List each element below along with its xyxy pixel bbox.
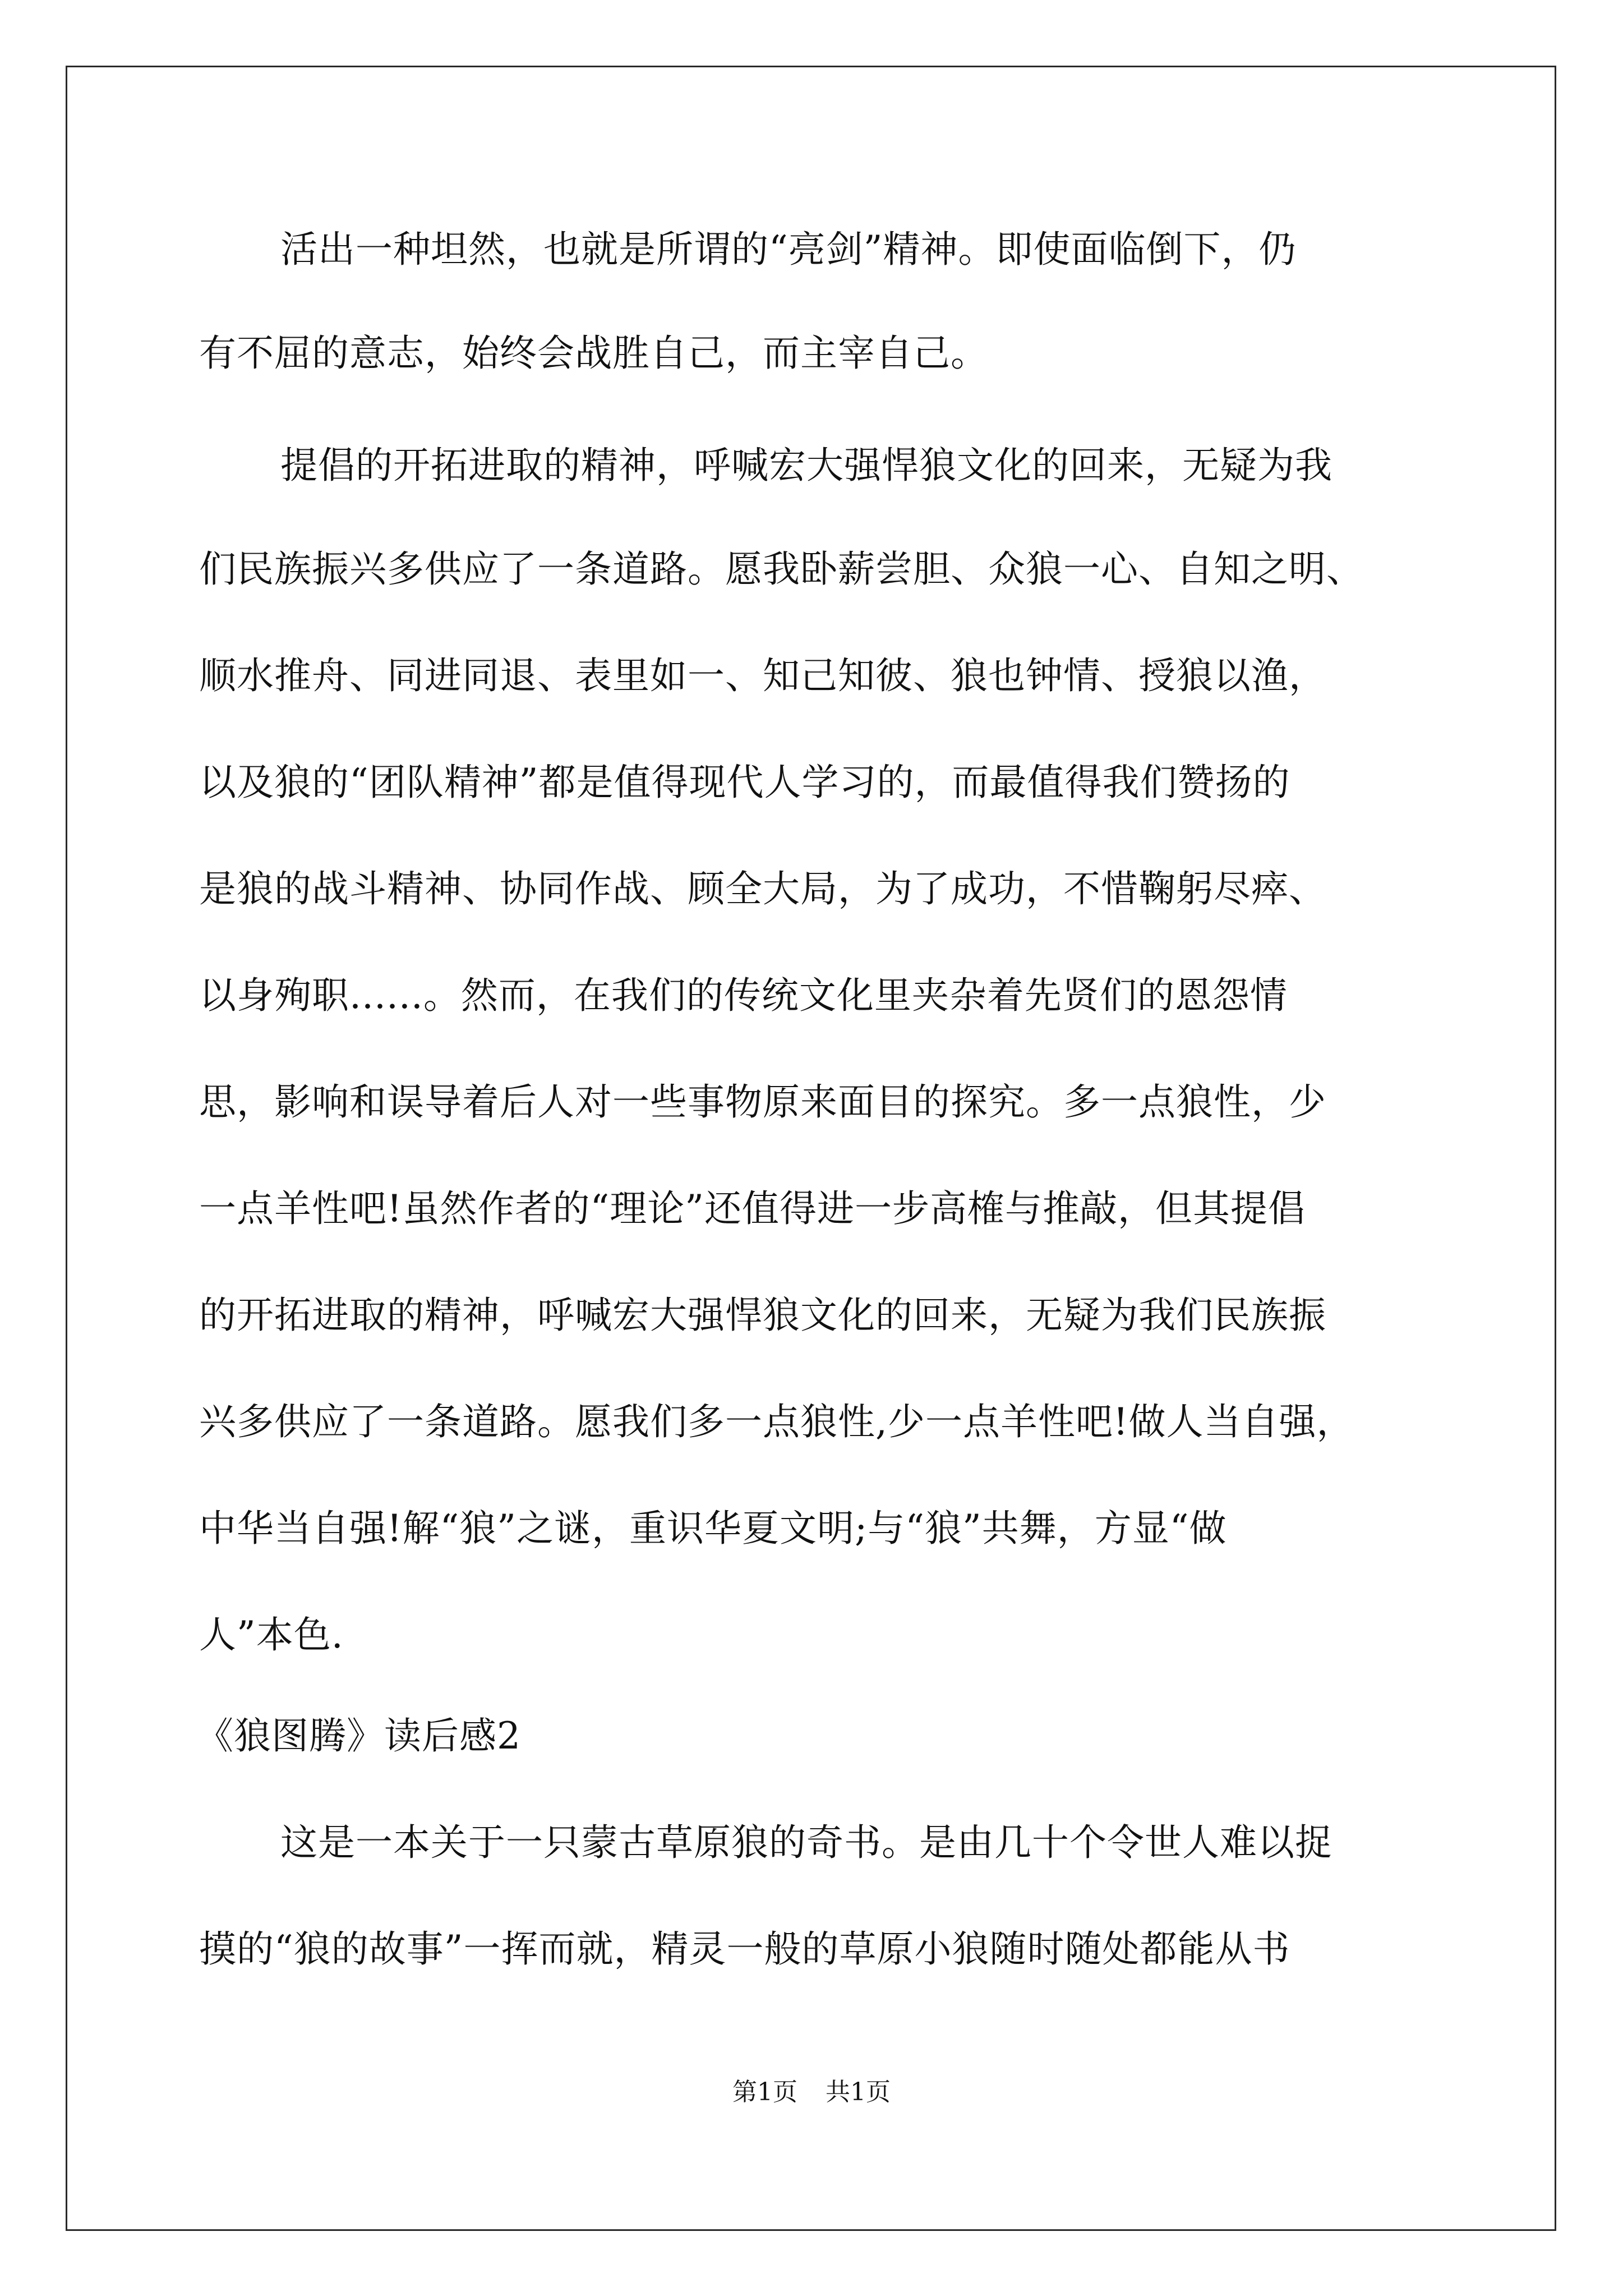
section-heading: 《狼图腾》读后感2 — [196, 1714, 521, 1757]
paragraph-line: 是狼的战斗精神、协同作战、顾全大局，为了成功，不惜鞠躬尽瘁、 — [199, 867, 1326, 910]
page-footer — [0, 2076, 1623, 2109]
paragraph-line: 有不屈的意志，始终会战胜自己，而主宰自己。 — [199, 332, 988, 375]
paragraph-line: 以及狼的“团队精神”都是值得现代人学习的，而最值得我们赞扬的 — [199, 761, 1290, 804]
paragraph-line: 以身殉职......。然而，在我们的传统文化里夹杂着先贤们的恩怨情 — [199, 974, 1288, 1017]
paragraph-line: 中华当自强!解“狼”之谜，重识华夏文明;与“狼”共舞，方显“做 — [199, 1507, 1227, 1550]
paragraph-line: 一点羊性吧!虽然作者的“理论”还值得进一步高榷与推敲，但其提倡 — [199, 1187, 1306, 1230]
paragraph-line: 的开拓进取的精神，呼喊宏大强悍狼文化的回来，无疑为我们民族振 — [199, 1294, 1326, 1337]
page-number: 第1页 — [732, 2078, 797, 2106]
page-total: 共1页 — [826, 2078, 891, 2106]
paragraph-line: 这是一本关于一只蒙古草原狼的奇书。是由几十个令世人难以捉 — [280, 1821, 1332, 1864]
paragraph-line: 活出一种坦然，也就是所谓的“亮剑”精神。即使面临倒下，仍 — [280, 228, 1297, 271]
paragraph-line: 思，影响和误导着后人对一些事物原来面目的探究。多一点狼性，少 — [199, 1080, 1326, 1124]
paragraph-line: 顺水推舟、同进同退、表里如一、知己知彼、狼也钟情、授狼以渔， — [199, 654, 1326, 697]
paragraph-line: 人”本色. — [199, 1613, 344, 1657]
paragraph-line: 提倡的开拓进取的精神，呼喊宏大强悍狼文化的回来，无疑为我 — [280, 444, 1332, 487]
page-border — [66, 66, 1556, 2231]
paragraph-line: 摸的“狼的故事”一挥而就，精灵一般的草原小狼随时随处都能从书 — [199, 1927, 1290, 1971]
paragraph-line: 兴多供应了一条道路。愿我们多一点狼性,少一点羊性吧!做人当自强， — [199, 1400, 1354, 1443]
paragraph-line: 们民族振兴多供应了一条道路。愿我卧薪尝胆、众狼一心、自知之明、 — [199, 547, 1364, 591]
